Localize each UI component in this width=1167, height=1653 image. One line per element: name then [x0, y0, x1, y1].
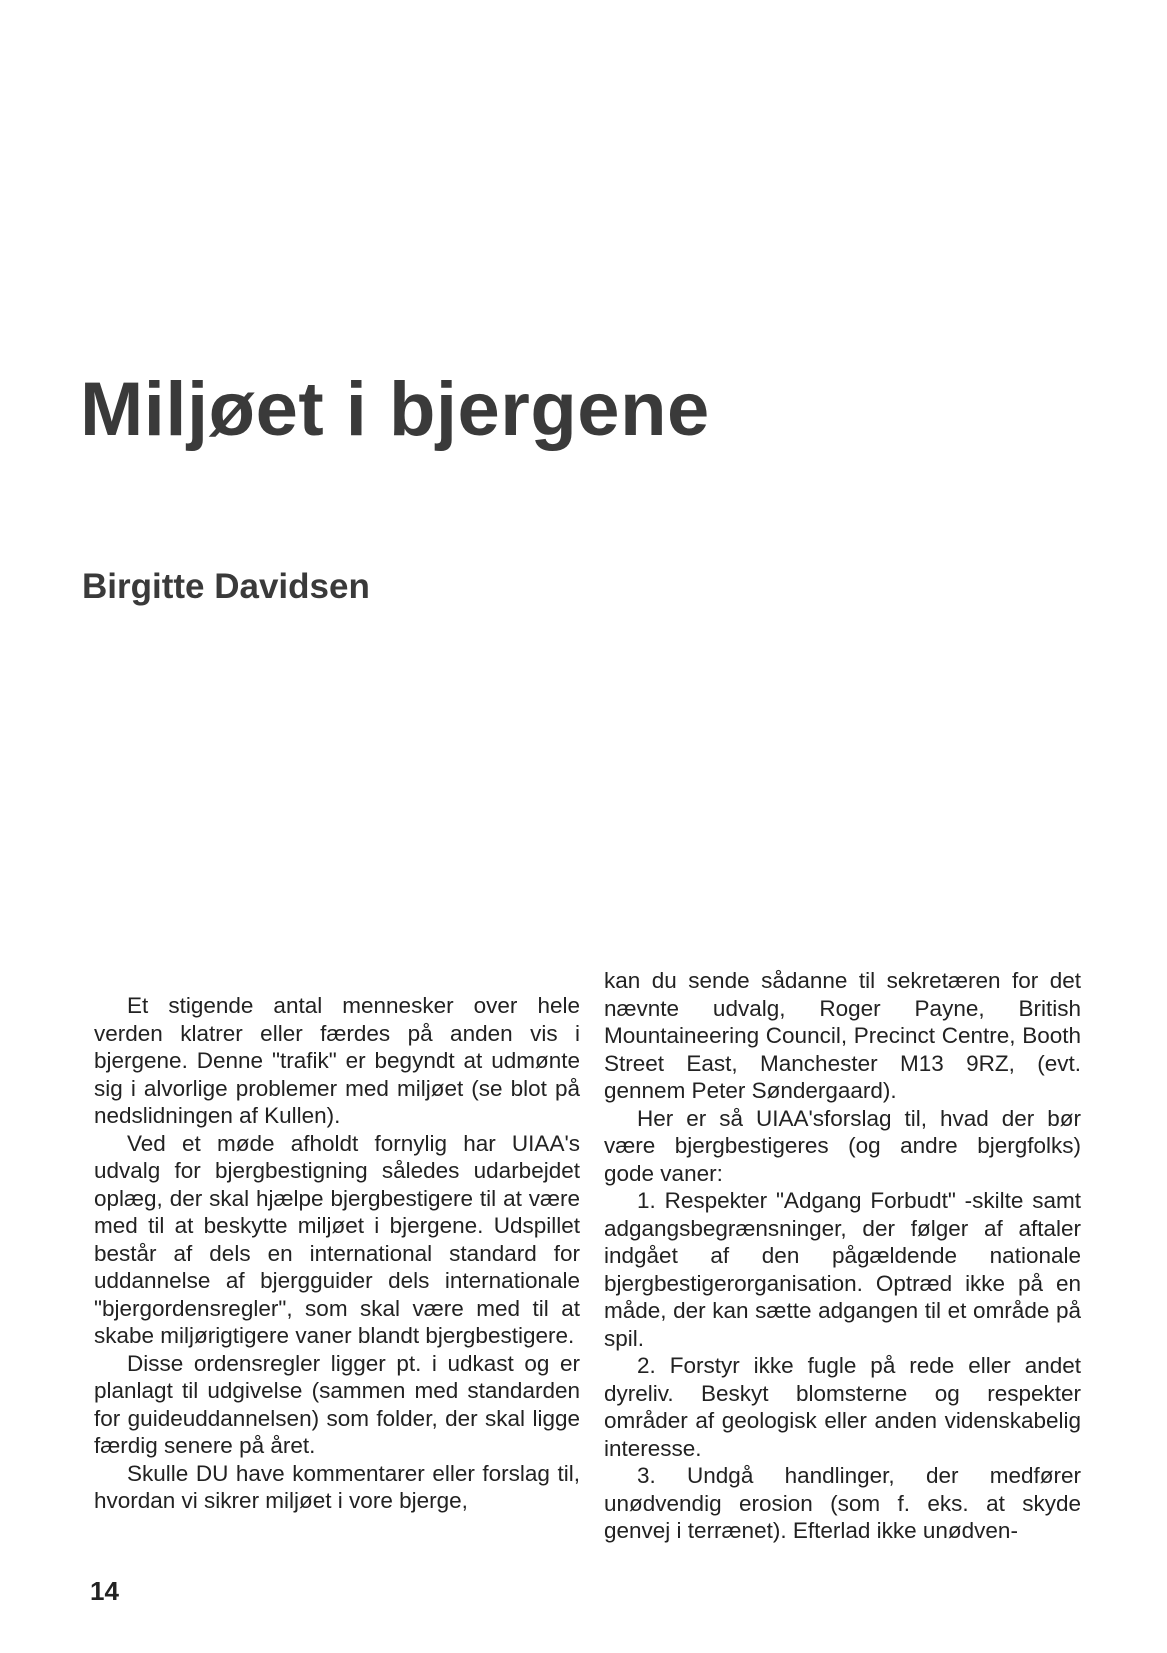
paragraph: Et stigende antal mennesker over hele verden klatrer eller færdes på anden vis i bjergene. Denne "trafik" er begyndt at udmønte sig i alvorlige problemer med miljøet (se blot på nedslidningen af Kullen).: [94, 993, 580, 1128]
list-item-1: 1. Respekter "Adgang Forbudt" -skilte samt adgangsbegrænsninger, der følger af aftaler indgået af den pågældende nationale bjergbestigerorganisation. Optræd ikke på en måde, der kan sætte adgangen til et område på spil.: [604, 1188, 1081, 1351]
page-number: 14: [90, 1576, 119, 1606]
paragraph: Ved et møde afholdt fornylig har UIAA's udvalg for bjergbestigning således udarbejdet oplæg, der skal hjælpe bjergbestigere til at være med til at beskytte miljøet i bjergene. Udspillet består af dels en international standard for uddannelse af bjergguider dels internationale "bjergordensregler", som skal være med til at skabe miljørigtigere vaner blandt bjergbestigere.: [94, 1130, 580, 1348]
left-column: [94, 992, 580, 1515]
list-item-3: 3. Undgå handlinger, der medfører unødvendig erosion (som f. eks. at skyde genvej i terrænet). Efterlad ikke unødven-: [604, 1463, 1081, 1543]
paragraph: Skulle DU have kommentarer eller forslag til, hvordan vi sikrer miljøet i vore bjerge,: [94, 1460, 580, 1513]
paragraph: Disse ordensregler ligger pt. i udkast og er planlagt til udgivelse (sammen med standarden for guideuddannelsen) som folder, der skal ligge færdig senere på året.: [94, 1350, 580, 1458]
paragraph: Her er så UIAA'sforslag til, hvad der bør være bjergbestigeres (og andre bjergfolks) gode vaner:: [604, 1105, 1081, 1186]
right-column: [604, 967, 1081, 1545]
list-item-2: 2. Forstyr ikke fugle på rede eller andet dyreliv. Beskyt blomsterne og respekter områder af geologisk eller anden videnskabelig interesse.: [604, 1353, 1081, 1461]
article-title: Miljøet i bjergene: [80, 367, 710, 452]
article-author: Birgitte Davidsen: [82, 567, 370, 606]
paragraph-continued: kan du sende sådanne til sekretæren for det nævnte udvalg, Roger Payne, British Mountaineering Council, Precinct Centre, Booth Street East, Manchester M13 9RZ, (evt. gennem Peter Søndergaard).: [604, 968, 1081, 1103]
